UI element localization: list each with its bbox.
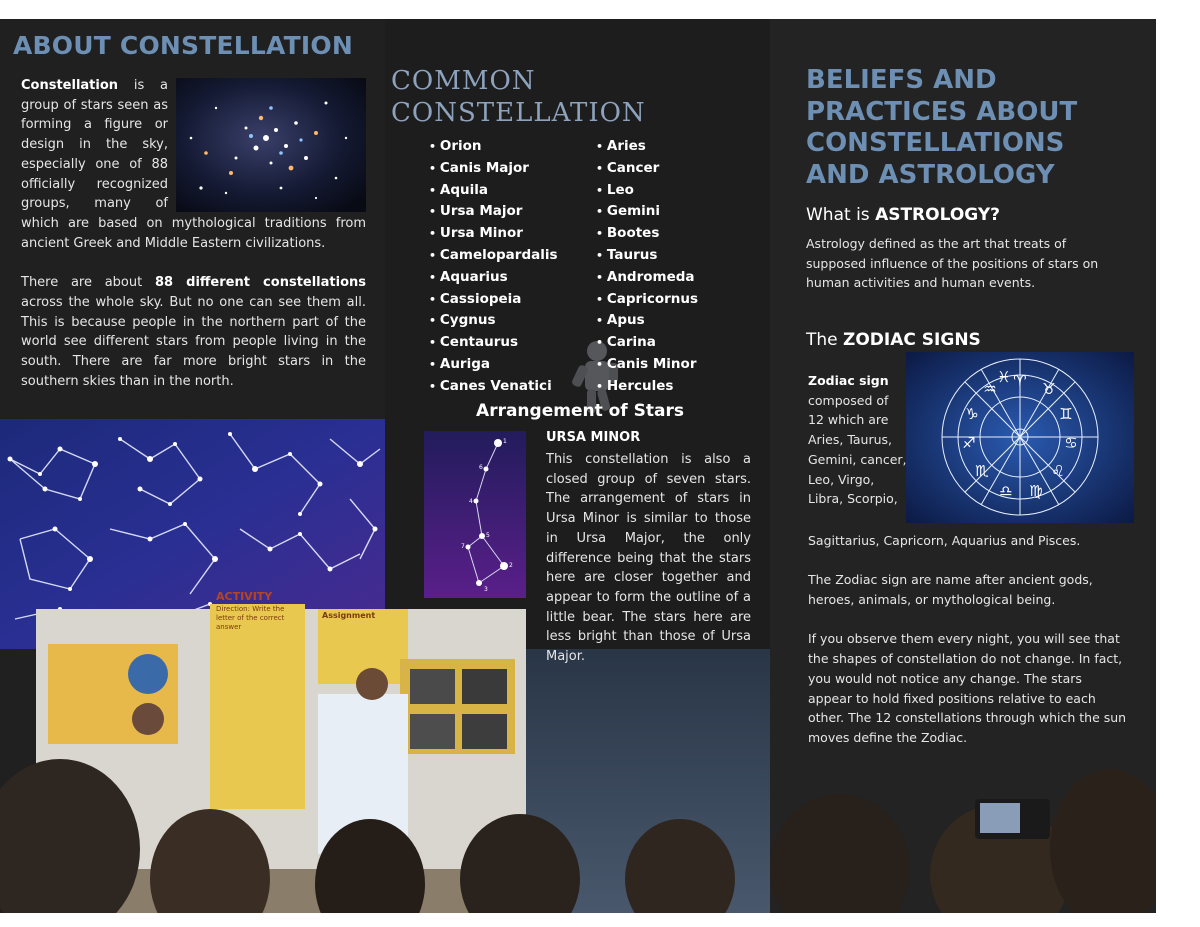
ursa-minor-title: URSA MINOR [546, 430, 641, 445]
svg-text:♊: ♊ [1059, 405, 1073, 423]
zodiac-subheading [806, 330, 981, 350]
list-item: • Apus [596, 310, 698, 332]
constellation-list-col2 [596, 136, 698, 398]
zodiac-intro-text: composed of 12 which are Aries, Taurus, Gemini, cancer, Leo, Virgo, Libra, Scorpio, [808, 392, 907, 507]
star-cluster-image [176, 78, 366, 212]
list-item: • Orion [429, 136, 558, 158]
list-item: • Taurus [596, 245, 698, 267]
common-heading [391, 65, 646, 129]
common-heading-line1: COMMON [391, 66, 536, 96]
brochure-sheet [0, 19, 1156, 913]
beliefs-heading-line: BELIEFS AND [806, 65, 997, 95]
ursa-star-label: 3 [484, 586, 488, 593]
list-item: • Cygnus [429, 310, 558, 332]
board-activity-label: ACTIVITY [216, 590, 273, 603]
definition-term: Constellation [21, 78, 119, 93]
about-text-block [21, 76, 366, 392]
list-item: • Carina [596, 332, 698, 354]
ursa-star-label: 5 [486, 532, 490, 539]
zodiac-term: Zodiac sign [808, 373, 889, 388]
list-item: • Canes Venatici [429, 376, 558, 398]
about-p2-bold: 88 different constellations [154, 275, 367, 291]
about-paragraph-2 [21, 273, 366, 391]
definition-text: is a group of stars seen as forming a figure or design in the sky, especially one of 88 officially recognized groups, many of which are based on mythological traditions from ancient Greek and Middle Eastern civilizations. [21, 78, 366, 251]
zodiac-subheading-bold: ZODIAC SIGNS [843, 330, 981, 350]
list-item: • Gemini [596, 201, 698, 223]
zodiac-intro-continued: Sagittarius, Capricorn, Aquarius and Pisces. [808, 533, 1081, 548]
list-item: • Centaurus [429, 332, 558, 354]
list-item: • Bootes [596, 223, 698, 245]
svg-text:♓: ♓ [997, 368, 1011, 386]
astrology-definition: Astrology defined as the art that treats of supposed influence of the positions of stars on human activities and human events. [806, 236, 1099, 291]
zodiac-text-block [808, 531, 1128, 748]
list-item: • Cassiopeia [429, 289, 558, 311]
list-item: • Andromeda [596, 267, 698, 289]
constellation-list-col1 [429, 136, 558, 398]
svg-text:♏: ♏ [975, 462, 989, 480]
astrology-subheading-bold: ASTROLOGY? [875, 205, 1001, 225]
svg-text:♉: ♉ [1042, 380, 1056, 398]
svg-text:♈: ♈ [1013, 372, 1027, 390]
zodiac-paragraph-3: If you observe them every night, you will see that the shapes of constellation do not change. In fact, you would not notice any change. The stars appear to hold fixed positions relative to each other. The 12 constellations through which the sun moves define the Zodiac. [808, 631, 1127, 745]
ursa-star-label: 7 [461, 543, 465, 550]
svg-text:♎: ♎ [999, 482, 1013, 500]
ursa-star-label: 1 [503, 438, 507, 445]
list-item: • Capricornus [596, 289, 698, 311]
ursa-minor-diagram [424, 431, 526, 598]
about-heading: ABOUT CONSTELLATION [13, 31, 353, 60]
list-item: • Auriga [429, 354, 558, 376]
ursa-star-label: 6 [479, 464, 483, 471]
zodiac-subheading-pre: The [806, 330, 844, 350]
about-p2-end: across the whole sky. But no one can see them all. This is because people in the northern part of the world see different stars from people living in the south. There are far more bright stars in the southern skies than in the north. [21, 295, 366, 389]
beliefs-heading [806, 65, 1146, 191]
astrology-subheading-pre: What is [806, 205, 876, 225]
svg-text:♋: ♋ [1064, 434, 1078, 452]
list-item: • Canis Major [429, 158, 558, 180]
astrology-subheading [806, 205, 1000, 225]
svg-text:♒: ♒ [983, 380, 997, 398]
list-item: • Aquarius [429, 267, 558, 289]
zodiac-intro [808, 371, 908, 509]
about-p2-start: There are about [21, 275, 155, 291]
list-item: • Hercules [596, 376, 698, 398]
svg-text:♐: ♐ [962, 434, 976, 452]
list-item: • Leo [596, 180, 698, 202]
list-item: • Ursa Minor [429, 223, 558, 245]
list-item: • Aquila [429, 180, 558, 202]
list-item: • Cancer [596, 158, 698, 180]
list-item: • Aries [596, 136, 698, 158]
zodiac-wheel-image [906, 352, 1134, 523]
ursa-minor-description: This constellation is also a closed group of seven stars. The arrangement of stars in Ursa Minor is similar to those in Ursa Major, the only difference being that the stars here are closer together and appear to form the outline of a little bear. The stars here are less bright than those of Ursa Major. [546, 452, 751, 665]
svg-text:♑: ♑ [965, 405, 979, 423]
beliefs-heading-line: CONSTELLATIONS [806, 128, 1065, 158]
svg-text:♍: ♍ [1029, 482, 1043, 500]
common-heading-line2: CONSTELLATION [391, 98, 646, 128]
list-item: • Canis Minor [596, 354, 698, 376]
board-assignment-label: Assignment [322, 611, 376, 620]
beliefs-heading-line: PRACTICES ABOUT [806, 96, 1078, 127]
list-item: • Ursa Major [429, 201, 558, 223]
zodiac-paragraph-2: The Zodiac sign are name after ancient gods, heroes, animals, or mythological being. [808, 572, 1093, 608]
list-item: • Camelopardalis [429, 245, 558, 267]
ursa-star-label: 2 [509, 562, 513, 569]
svg-text:♌: ♌ [1051, 462, 1065, 480]
ursa-star-label: 4 [469, 498, 473, 505]
arrangement-heading: Arrangement of Stars [476, 401, 684, 421]
board-activity-direction: Direction: Write the letter of the correct answer [216, 605, 285, 631]
beliefs-heading-line: AND ASTROLOGY [806, 159, 1055, 190]
